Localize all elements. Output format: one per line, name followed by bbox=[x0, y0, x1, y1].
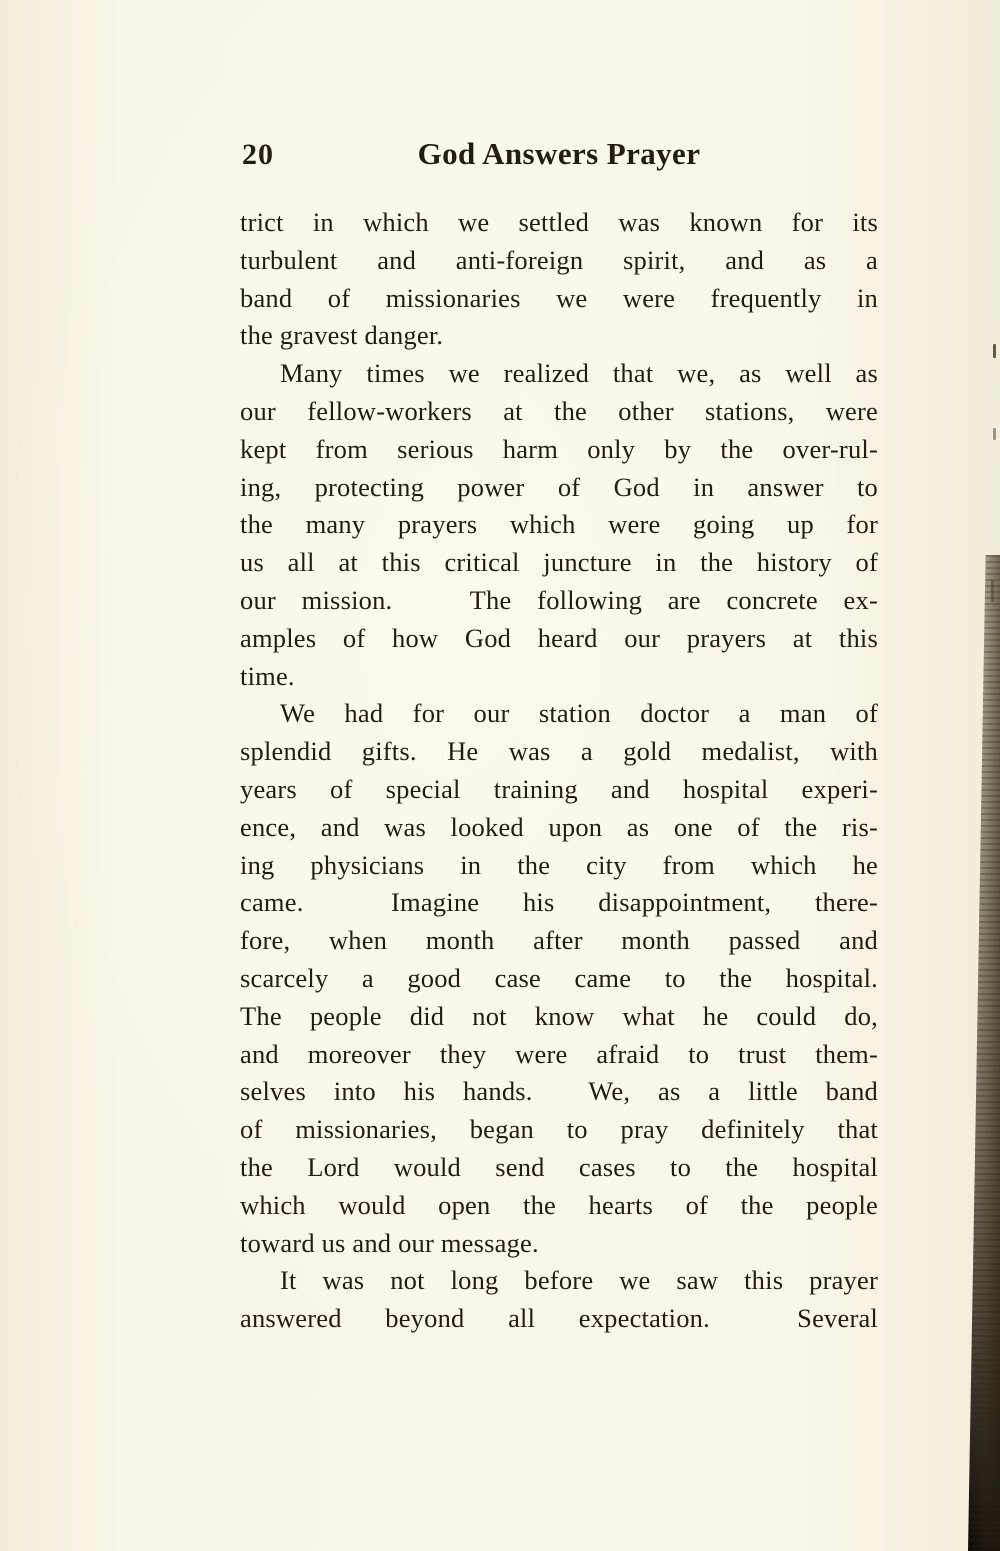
text-line: turbulent and anti-foreign spirit, and as a bbox=[240, 244, 878, 275]
text-line: It was not long before we saw this prayer bbox=[280, 1265, 878, 1296]
paragraph bbox=[240, 695, 878, 1262]
paragraph bbox=[240, 1262, 878, 1338]
text-line: the gravest danger. bbox=[240, 320, 444, 351]
text-line: kept from serious harm only by the over-rul- bbox=[240, 433, 878, 464]
text-line: our fellow-workers at the other stations, were bbox=[240, 395, 878, 426]
text-line: fore, when month after month passed and bbox=[240, 925, 878, 956]
paragraph bbox=[240, 204, 878, 355]
text-line: ing physicians in the city from which he bbox=[240, 849, 878, 880]
text-line: which would open the hearts of the people bbox=[240, 1189, 878, 1220]
page-edge-shadow bbox=[968, 555, 1000, 1551]
text-line: splendid gifts. He was a gold medalist, with bbox=[240, 736, 878, 767]
text-line: selves into his hands. We, as a little band bbox=[240, 1076, 878, 1107]
text-line: the many prayers which were going up for bbox=[240, 509, 878, 540]
text-line: the Lord would send cases to the hospital bbox=[240, 1151, 878, 1182]
text-line: scarcely a good case came to the hospital. bbox=[240, 962, 878, 993]
paragraph bbox=[240, 355, 878, 695]
scan-speck bbox=[991, 580, 994, 602]
text-line: answered beyond all expectation. Several bbox=[240, 1303, 878, 1334]
text-line: of missionaries, began to pray definitely that bbox=[240, 1114, 878, 1145]
scan-speck bbox=[993, 428, 996, 440]
text-line: Many times we realized that we, as well as bbox=[280, 358, 878, 389]
text-line: time. bbox=[240, 660, 295, 691]
body-text bbox=[240, 204, 878, 1338]
text-line: years of special training and hospital experi- bbox=[240, 773, 878, 804]
text-line: came. Imagine his disappointment, there- bbox=[240, 887, 878, 918]
text-line: trict in which we settled was known for its bbox=[240, 207, 878, 237]
page-header bbox=[240, 136, 878, 180]
text-line: ence, and was looked upon as one of the ris- bbox=[240, 811, 878, 842]
text-line: our mission. The following are concrete ex- bbox=[240, 584, 878, 615]
text-line: and moreover they were afraid to trust them- bbox=[240, 1038, 878, 1069]
page-number: 20 bbox=[242, 138, 274, 171]
text-line: amples of how God heard our prayers at this bbox=[240, 622, 878, 653]
text-line: band of missionaries we were frequently in bbox=[240, 282, 878, 313]
text-line: us all at this critical juncture in the history of bbox=[240, 547, 878, 578]
text-column bbox=[240, 136, 878, 1338]
text-line: We had for our station doctor a man of bbox=[280, 698, 878, 729]
text-line: toward us and our message. bbox=[240, 1227, 539, 1258]
text-line: ing, protecting power of God in answer to bbox=[240, 471, 878, 502]
running-title: God Answers Prayer bbox=[417, 136, 701, 171]
scan-speck bbox=[993, 344, 996, 358]
text-line: The people did not know what he could do, bbox=[240, 1000, 878, 1031]
